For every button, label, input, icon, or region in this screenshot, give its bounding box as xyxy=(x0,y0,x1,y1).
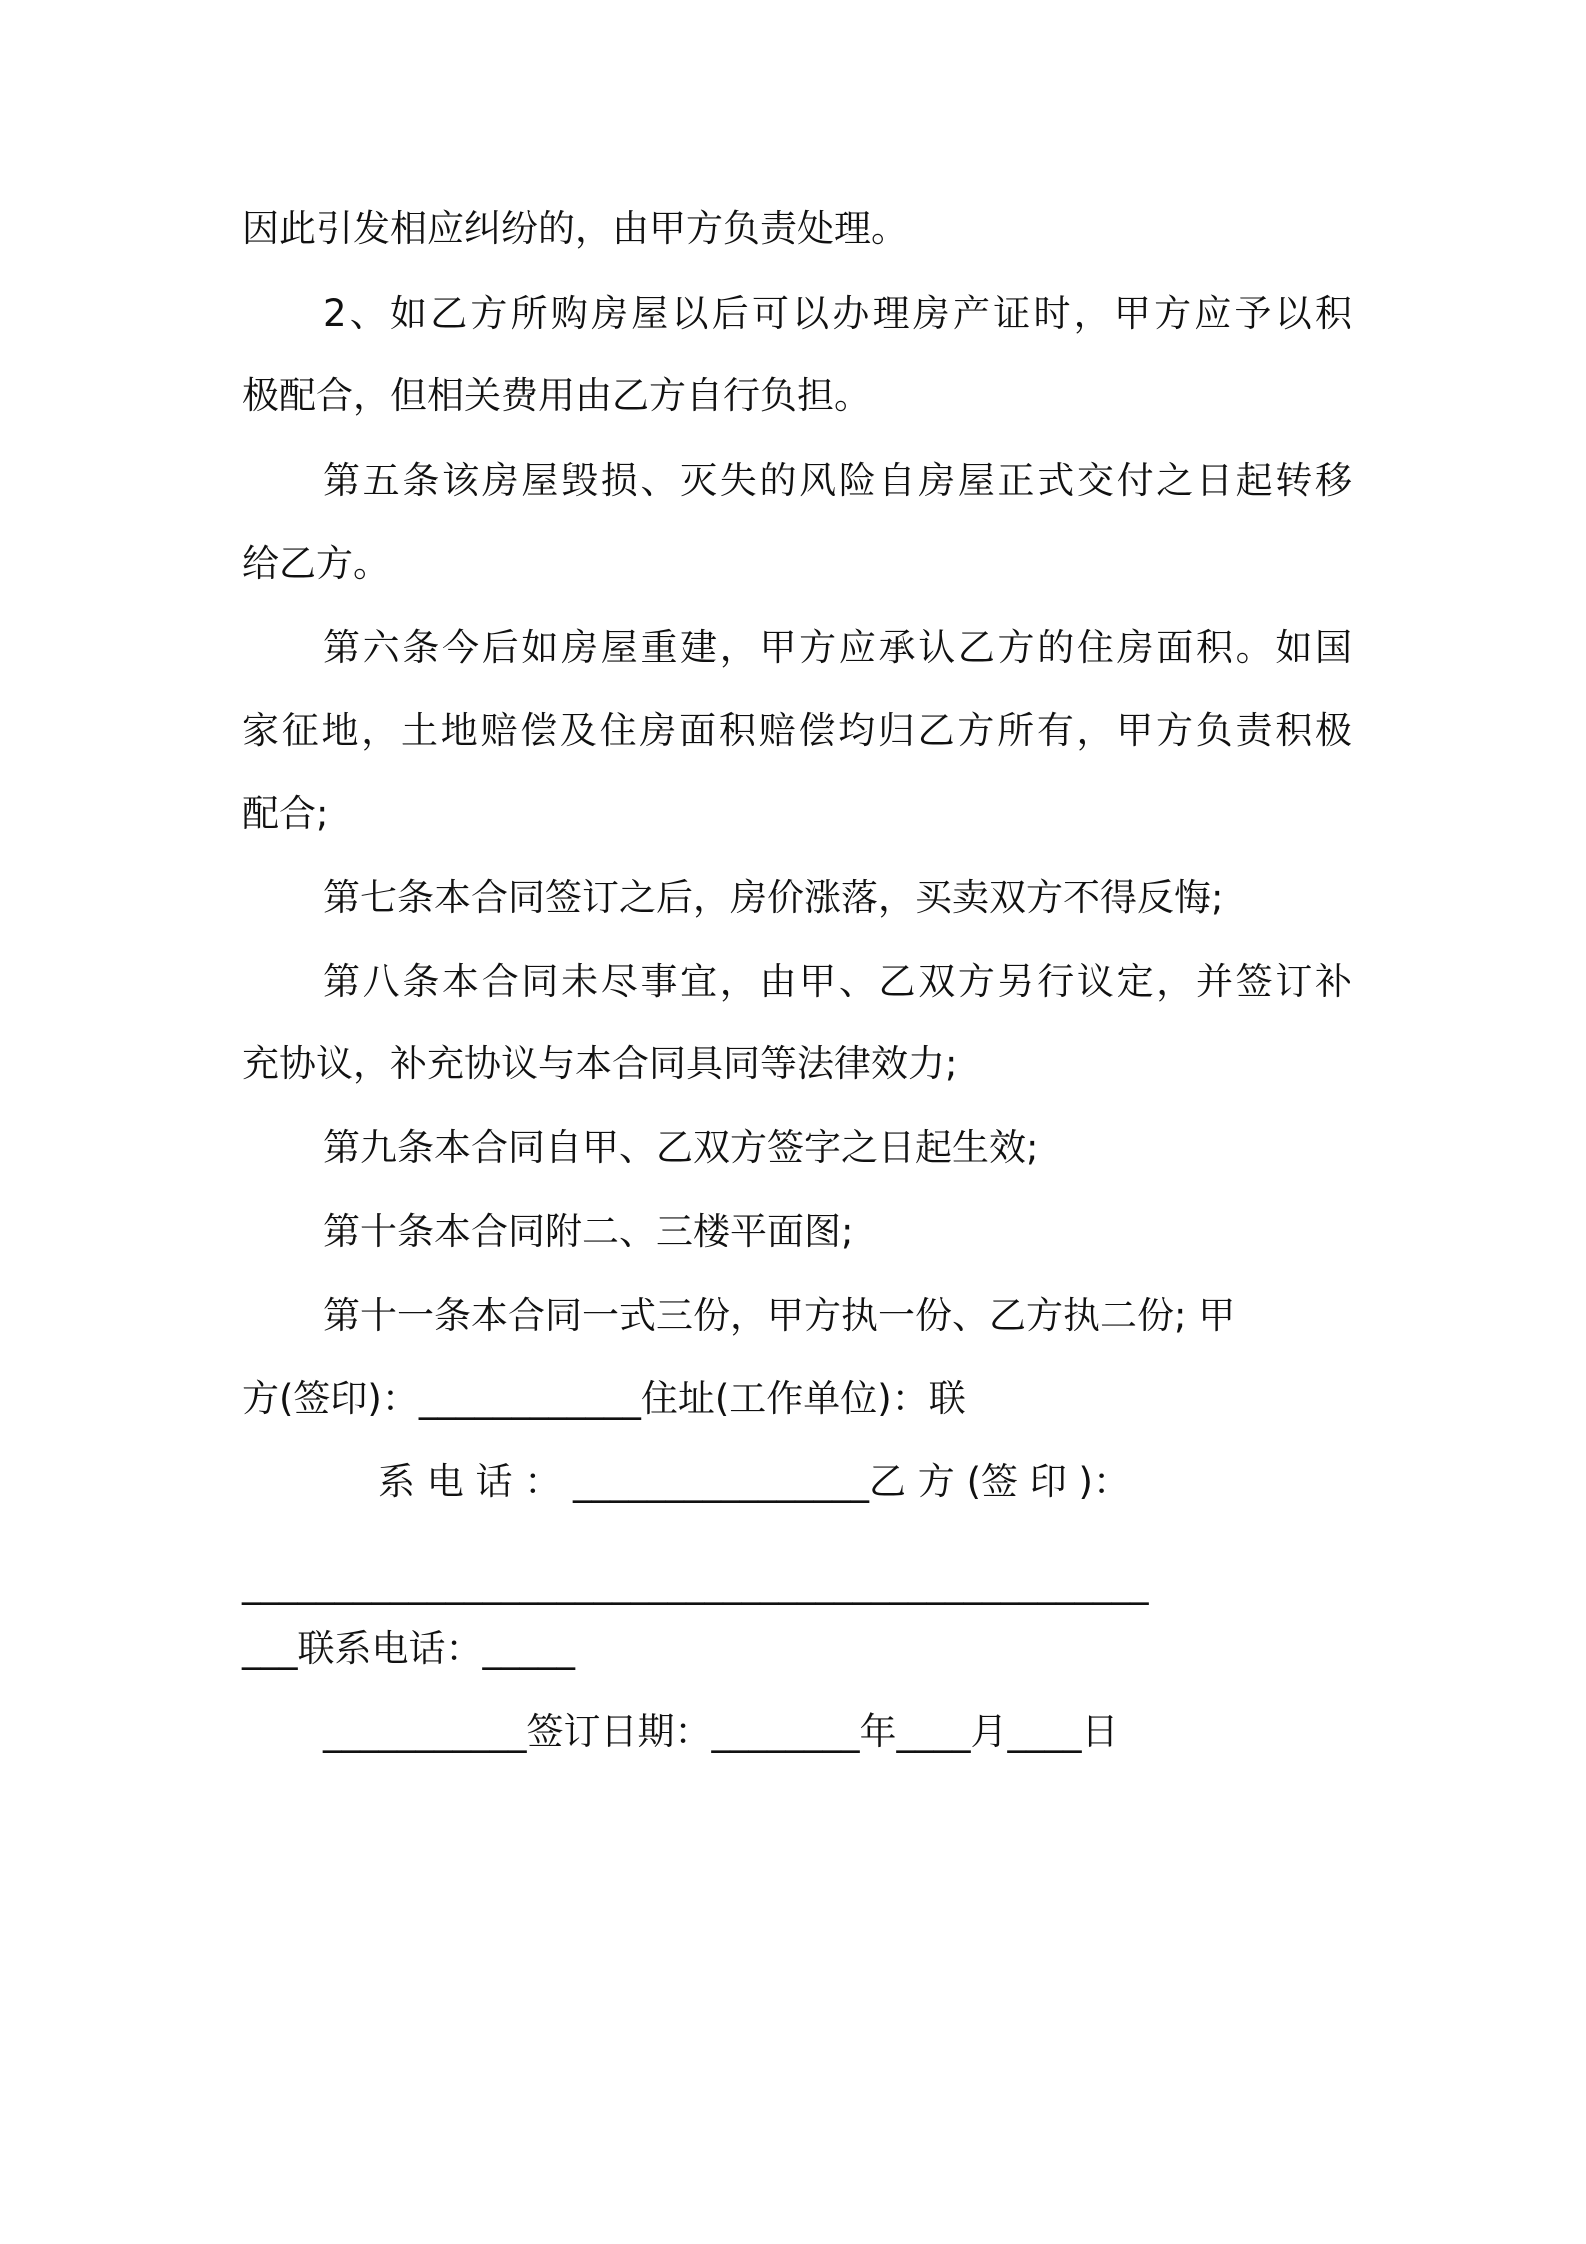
paragraph-line: 给乙方。 xyxy=(242,542,390,585)
signing-date-line: ___________签订日期：________年____月____日 xyxy=(323,1710,1119,1753)
underline-blank: _________________________________________________ xyxy=(242,1562,1149,1605)
paragraph-line: 第十一条本合同一式三份，甲方执一份、乙方执二份; 甲 xyxy=(323,1294,1236,1337)
paragraph-line: 充协议，补充协议与本合同具同等法律效力; xyxy=(242,1042,958,1085)
paragraph-line: 第七条本合同签订之后，房价涨落，买卖双方不得反悔; xyxy=(323,876,1224,919)
paragraph-line: 2、如乙方所购房屋以后可以办理房产证时，甲方应予以积 xyxy=(323,292,1352,335)
paragraph-line: 因此引发相应纠纷的，由甲方负责处理。 xyxy=(242,207,908,250)
paragraph-line: 第九条本合同自甲、乙双方签字之日起生效; xyxy=(323,1126,1039,1169)
paragraph-line: 第十条本合同附二、三楼平面图; xyxy=(323,1210,854,1253)
contact-phone-line: ___联系电话：_____ xyxy=(242,1627,575,1670)
paragraph-line: 配合; xyxy=(242,792,329,835)
paragraph-line: 极配合，但相关费用由乙方自行负担。 xyxy=(242,374,871,417)
signature-line-party-a: 方(签印)：____________住址(工作单位)：联 xyxy=(242,1377,966,1420)
paragraph-line: 第八条本合同未尽事宜，由甲、乙双方另行议定，并签订补 xyxy=(323,960,1352,1003)
paragraph-line: 家征地，土地赔偿及住房面积赔偿均归乙方所有，甲方负责积极 xyxy=(242,709,1352,752)
paragraph-line: 第五条该房屋毁损、灭失的风险自房屋正式交付之日起转移 xyxy=(323,459,1352,502)
paragraph-line: 第六条今后如房屋重建，甲方应承认乙方的住房面积。如国 xyxy=(323,626,1352,669)
signature-line-party-b: 系 电 话 ： ________________乙 方 (签 印 )： xyxy=(378,1460,1130,1503)
